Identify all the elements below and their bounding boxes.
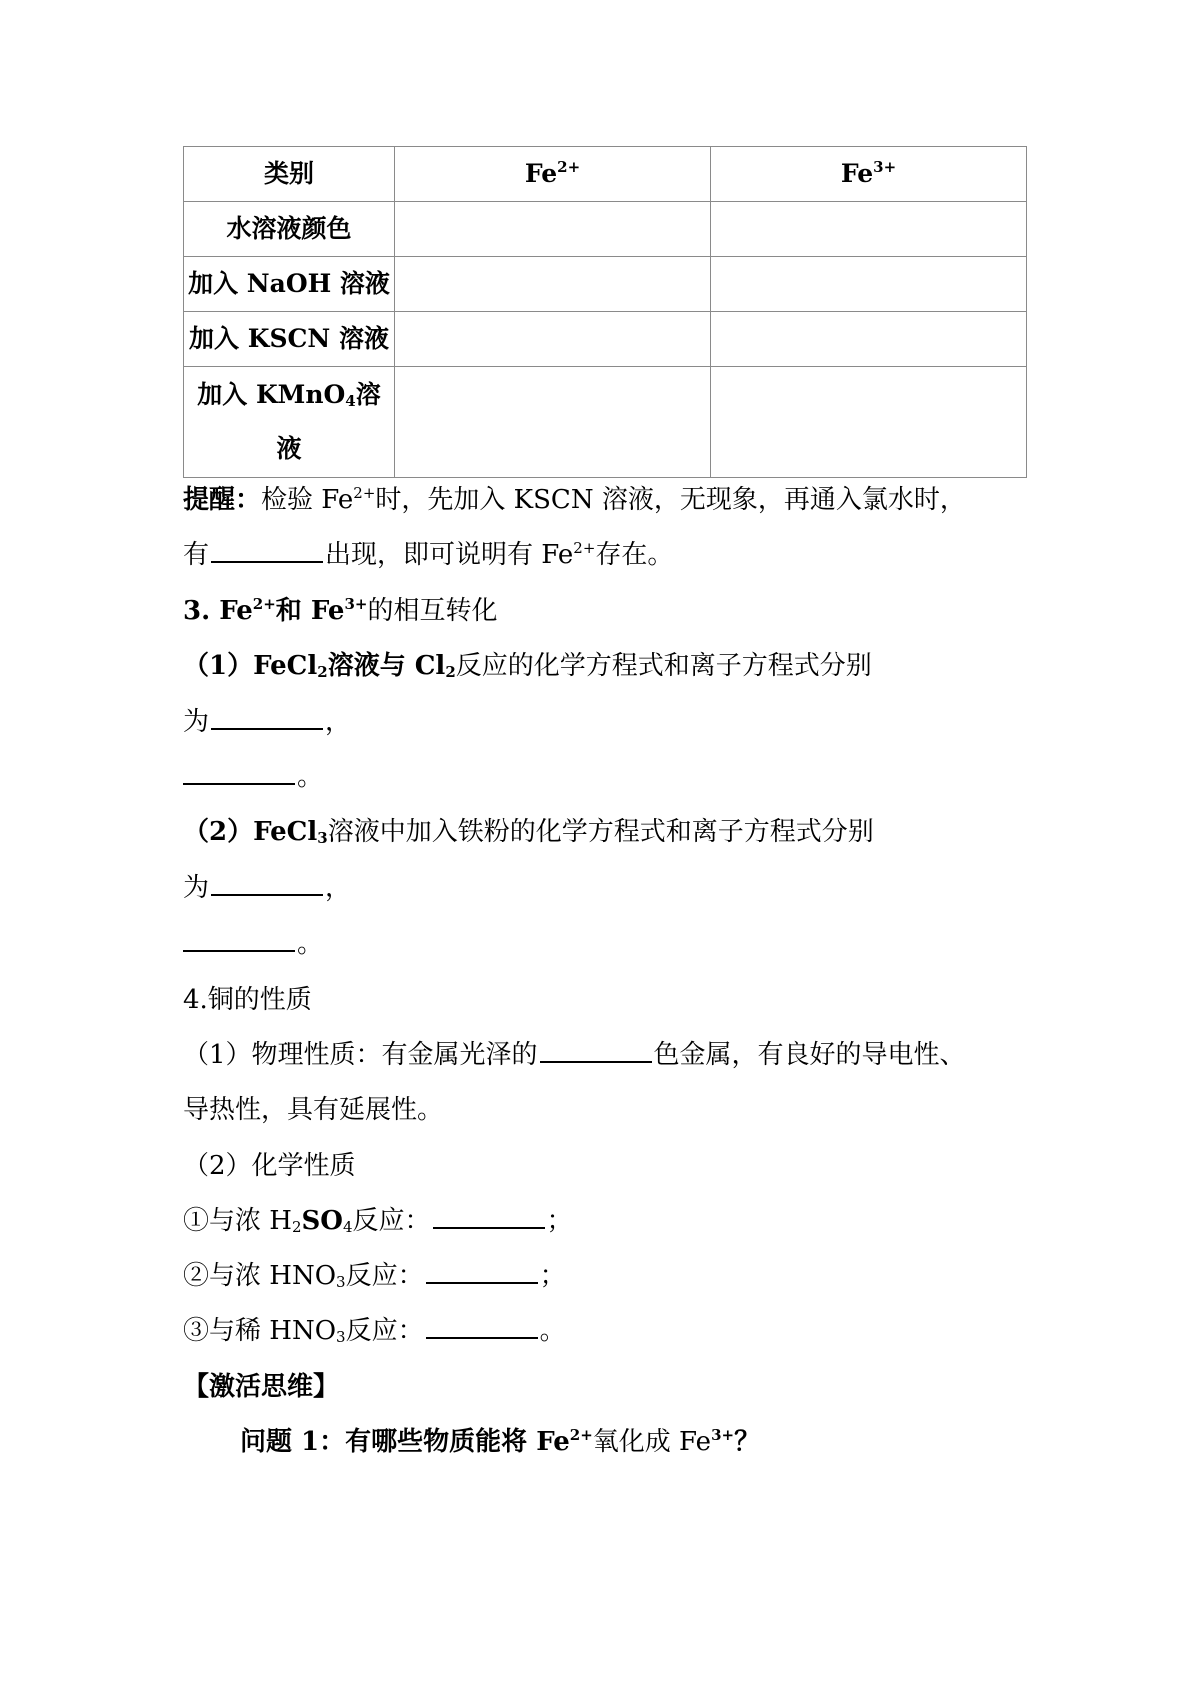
answer-blank-chemical-equation[interactable] bbox=[211, 868, 323, 896]
reaction-text: ②与浓 HNO bbox=[183, 1261, 337, 1291]
answer-cell-fe2-kmno4[interactable] bbox=[395, 367, 711, 478]
fe3-label: Fe bbox=[840, 159, 874, 188]
activate-thinking-title bbox=[183, 1367, 339, 1407]
reminder-label: 提醒： bbox=[183, 485, 262, 515]
question-text: 问题 1：有哪些物质能将 Fe bbox=[240, 1427, 570, 1457]
section-3-text: 和 Fe bbox=[275, 596, 345, 626]
reminder-line-1 bbox=[183, 480, 966, 520]
row-label-text: 加入 NaOH 溶液 bbox=[188, 269, 390, 298]
subscript: 3 bbox=[336, 1273, 346, 1291]
answer-blank-dilute-hno3-reaction[interactable] bbox=[426, 1311, 538, 1339]
copper-physical-property-line-1 bbox=[183, 1035, 966, 1075]
row-label-kmno4-line1 bbox=[197, 368, 381, 422]
copper-chemical-property-title bbox=[183, 1146, 356, 1186]
question-1 bbox=[240, 1422, 760, 1462]
question-3-1-answer-line-2 bbox=[183, 757, 323, 797]
question-text: 溶液与 Cl bbox=[327, 651, 446, 681]
charge-superscript: 3+ bbox=[344, 595, 368, 613]
reaction-text: 反应： bbox=[345, 1316, 424, 1346]
row-label-kmno4 bbox=[184, 367, 395, 478]
reaction-text: 反应： bbox=[352, 1206, 431, 1236]
question-text: ？ bbox=[734, 1427, 761, 1457]
question-text: 色金属，有良好的导电性、 bbox=[653, 1040, 966, 1070]
reaction-text: ①与浓 H bbox=[183, 1206, 292, 1236]
reaction-text: ③与稀 HNO bbox=[183, 1316, 337, 1346]
answer-cell-fe3-naoh[interactable] bbox=[711, 257, 1027, 312]
reminder-text: 检验 Fe bbox=[261, 485, 354, 515]
row-label-color bbox=[184, 202, 395, 257]
kmno4-subscript: 4 bbox=[345, 392, 356, 410]
table-header-row bbox=[184, 147, 1027, 202]
header-fe2 bbox=[395, 147, 711, 202]
answer-cell-fe3-kscn[interactable] bbox=[711, 312, 1027, 367]
punctuation: 。 bbox=[297, 929, 324, 959]
fe2-label: Fe bbox=[524, 159, 558, 188]
reminder-text: 有 bbox=[183, 540, 210, 570]
reaction-text: SO bbox=[301, 1206, 343, 1236]
kmno4-text: 加入 KMnO bbox=[197, 380, 346, 409]
punctuation: ； bbox=[546, 1206, 573, 1236]
answer-blank-chemical-equation[interactable] bbox=[211, 702, 323, 730]
punctuation: ， bbox=[325, 707, 352, 737]
row-label-naoh bbox=[184, 257, 395, 312]
section-3-text: 的相互转化 bbox=[367, 596, 498, 626]
question-text: 溶液中加入铁粉的化学方程式和离子方程式分别 bbox=[327, 817, 874, 847]
answer-blank-ionic-equation[interactable] bbox=[183, 757, 295, 785]
punctuation: 。 bbox=[539, 1316, 566, 1346]
header-category-text: 类别 bbox=[263, 159, 314, 188]
answer-blank-copper-color[interactable] bbox=[540, 1035, 652, 1063]
charge-superscript: 2+ bbox=[353, 484, 376, 502]
question-3-2 bbox=[183, 812, 874, 852]
section-3-text: 3. Fe bbox=[183, 596, 253, 626]
subscript: 2 bbox=[317, 663, 328, 681]
table-row bbox=[184, 312, 1027, 367]
answer-cell-fe2-color[interactable] bbox=[395, 202, 711, 257]
reminder-line-2 bbox=[183, 535, 673, 575]
question-text: （1）物理性质：有金属光泽的 bbox=[183, 1040, 538, 1070]
section-4-text: 4.铜的性质 bbox=[183, 985, 312, 1015]
question-text: 氧化成 Fe bbox=[592, 1427, 712, 1457]
charge-superscript: 2+ bbox=[252, 595, 276, 613]
subscript: 4 bbox=[342, 1218, 353, 1236]
row-label-kscn bbox=[184, 312, 395, 367]
reminder-text: 出现，即可说明有 Fe bbox=[325, 540, 574, 570]
question-3-2-answer-line-2 bbox=[183, 924, 323, 964]
header-category bbox=[184, 147, 395, 202]
row-label-text: 水溶液颜色 bbox=[226, 214, 352, 243]
section-4-title bbox=[183, 980, 312, 1020]
question-3-1-answer-line-1 bbox=[183, 702, 351, 742]
section-3-title bbox=[183, 591, 497, 631]
activate-title-text: 【激活思维】 bbox=[183, 1372, 340, 1402]
charge-superscript: 2+ bbox=[569, 1426, 593, 1444]
question-text: （2）化学性质 bbox=[183, 1151, 356, 1181]
answer-cell-fe2-naoh[interactable] bbox=[395, 257, 711, 312]
table-row bbox=[184, 367, 1027, 478]
charge-superscript: 2+ bbox=[573, 539, 596, 557]
ion-comparison-table bbox=[183, 146, 1027, 478]
punctuation: ， bbox=[325, 873, 352, 903]
question-text: 导热性，具有延展性。 bbox=[183, 1095, 444, 1125]
answer-blank-ionic-equation[interactable] bbox=[183, 924, 295, 952]
answer-cell-fe3-color[interactable] bbox=[711, 202, 1027, 257]
answer-blank-phenomenon[interactable] bbox=[211, 535, 323, 563]
header-fe3 bbox=[711, 147, 1027, 202]
answer-blank-conc-hno3-reaction[interactable] bbox=[426, 1256, 538, 1284]
table-row bbox=[184, 257, 1027, 312]
kmno4-text-2: 溶 bbox=[355, 380, 381, 409]
reaction-text: 反应： bbox=[345, 1261, 424, 1291]
question-text: （1）FeCl bbox=[183, 651, 318, 681]
subscript: 3 bbox=[317, 829, 328, 847]
question-3-1 bbox=[183, 646, 872, 686]
question-3-2-answer-line-1 bbox=[183, 868, 351, 908]
question-text: 为 bbox=[183, 873, 210, 903]
copper-physical-property-line-2 bbox=[183, 1090, 443, 1130]
answer-blank-h2so4-reaction[interactable] bbox=[433, 1201, 545, 1229]
fe2-charge: 2+ bbox=[557, 158, 581, 176]
punctuation: 。 bbox=[297, 762, 324, 792]
row-label-text: 加入 KSCN 溶液 bbox=[189, 324, 389, 353]
question-text: （2）FeCl bbox=[183, 817, 318, 847]
reaction-concentrated-h2so4 bbox=[183, 1201, 573, 1241]
row-label-kmno4-line2: 液 bbox=[276, 434, 302, 463]
table-row bbox=[184, 202, 1027, 257]
reaction-dilute-hno3 bbox=[183, 1311, 566, 1351]
reminder-text: 时，先加入 KSCN 溶液，无现象，再通入氯水时， bbox=[375, 485, 966, 515]
fe3-charge: 3+ bbox=[873, 158, 897, 176]
subscript: 2 bbox=[291, 1218, 302, 1236]
question-text: 反应的化学方程式和离子方程式分别 bbox=[455, 651, 872, 681]
charge-superscript: 3+ bbox=[711, 1426, 735, 1444]
answer-cell-fe3-kmno4[interactable] bbox=[711, 367, 1027, 478]
reminder-text: 存在。 bbox=[595, 540, 674, 570]
punctuation: ； bbox=[539, 1261, 566, 1291]
subscript: 3 bbox=[336, 1328, 346, 1346]
reaction-concentrated-hno3 bbox=[183, 1256, 566, 1296]
question-text: 为 bbox=[183, 707, 210, 737]
subscript: 2 bbox=[445, 663, 456, 681]
answer-cell-fe2-kscn[interactable] bbox=[395, 312, 711, 367]
